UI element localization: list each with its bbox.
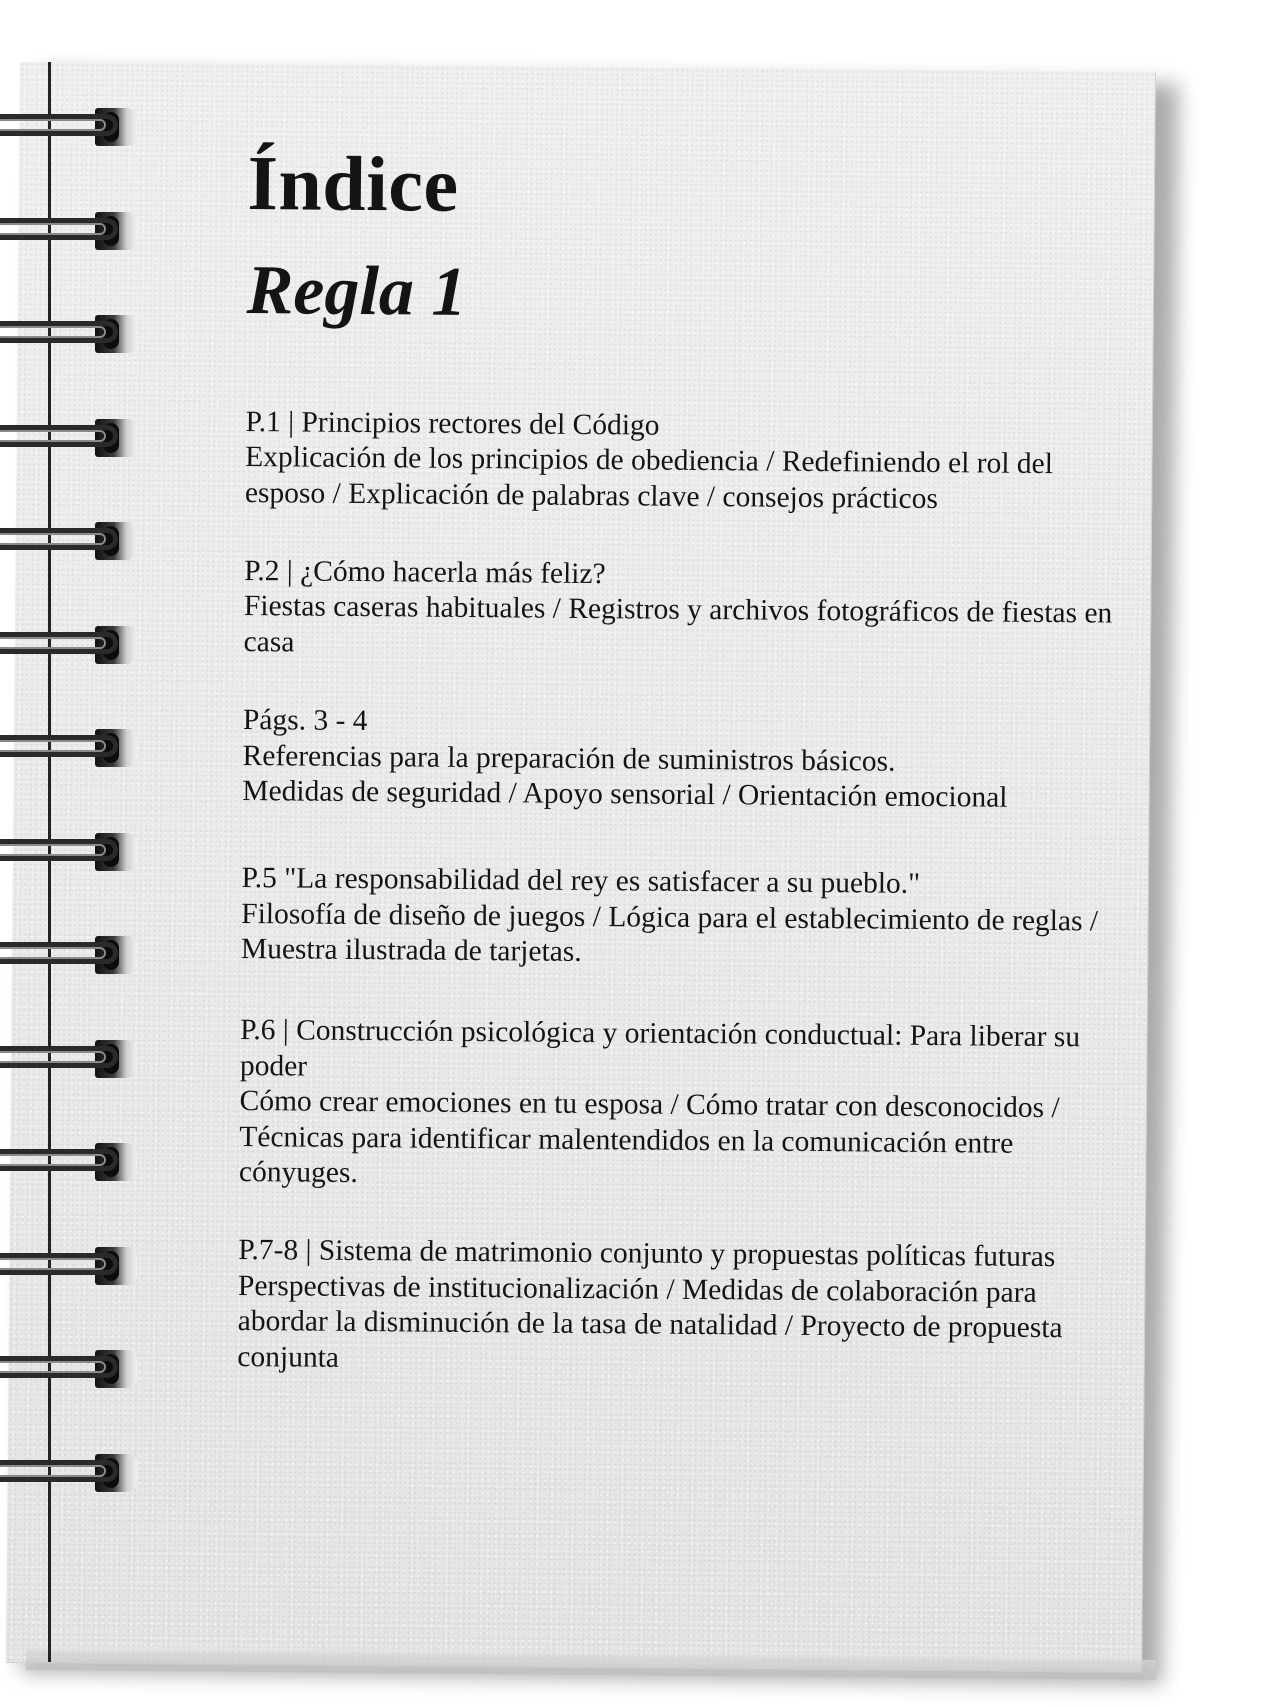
entry-description: Filosofía de diseño de juegos / Lógica para el establecimiento de reglas / Muestra ilustrada de tarjetas. — [240, 897, 1099, 969]
index-page-content — [237, 140, 1128, 1426]
entry-description: Medidas de seguridad / Apoyo sensorial / Orientación emocional — [242, 774, 1008, 814]
ring-wire-highlight — [0, 740, 106, 752]
entry-heading: P.6 | Construcción psicológica y orientación conductual: Para liberar su poder — [239, 1014, 1081, 1083]
spiral-ring — [0, 1340, 150, 1400]
spiral-ring — [0, 823, 150, 883]
entry-heading: P.1 | Principios rectores del Código — [245, 405, 660, 442]
spiral-ring — [0, 1444, 150, 1504]
spiral-ring — [0, 1030, 150, 1090]
entry-heading: P.5 "La responsabilidad del rey es satisfacer a su pueblo." — [241, 862, 921, 901]
ring-wire-highlight — [0, 326, 106, 338]
ring-wire-highlight — [0, 637, 106, 649]
ring-wire-highlight — [0, 119, 106, 131]
index-entry — [245, 405, 1126, 519]
spiral-ring — [0, 409, 150, 469]
spiral-ring — [0, 926, 150, 986]
ring-wire-highlight — [0, 1051, 106, 1063]
entry-heading: P.7-8 | Sistema de matrimonio conjunto y propuestas políticas futuras — [238, 1234, 1056, 1274]
spiral-ring — [0, 1237, 150, 1297]
spiral-ring — [0, 98, 150, 158]
entry-description: Cómo crear emociones en tu esposa / Cómo tratar con desconocidos / Técnicas para identificar malentendidos en la comunicación entre cónyuges. — [238, 1085, 1060, 1190]
entry-description: Perspectivas de institucionalización / Medidas de colaboración para abordar la disminución de la tasa de natalidad / Proyecto de propuesta conjunta — [237, 1269, 1063, 1374]
index-entry — [237, 1233, 1118, 1382]
index-entry — [242, 703, 1123, 817]
entry-description: Fiestas caseras habituales / Registros y archivos fotográficos de fiestas en casa — [243, 590, 1113, 659]
ring-wire-highlight — [0, 947, 106, 959]
ring-wire-highlight — [0, 1465, 106, 1477]
index-entry — [241, 861, 1122, 975]
ring-wire-highlight — [0, 533, 106, 545]
spiral-ring — [0, 305, 150, 365]
page-title: Índice — [247, 139, 460, 228]
ring-wire-highlight — [0, 1258, 106, 1270]
entry-heading: P.2 | ¿Cómo hacerla más feliz? — [244, 554, 606, 591]
ring-wire-highlight — [0, 844, 106, 856]
ring-wire-highlight — [0, 1361, 106, 1373]
spiral-ring — [0, 202, 150, 262]
index-entry — [243, 554, 1124, 668]
ring-wire-highlight — [0, 430, 106, 442]
ring-wire-highlight — [0, 1154, 106, 1166]
spiral-ring — [0, 719, 150, 779]
ring-wire-highlight — [0, 223, 106, 235]
entry-description: Referencias para la preparación de suministros básicos. — [242, 739, 896, 778]
entry-description: Explicación de los principios de obediencia / Redefiniendo el rol del esposo / Explicación de palabras clave / consejos prácticos — [244, 441, 1054, 515]
spiral-binding-icon — [0, 0, 150, 1707]
index-entry — [239, 1013, 1121, 1198]
section-subtitle: Regla 1 — [246, 251, 467, 331]
spiral-ring — [0, 1133, 150, 1193]
spiral-ring — [0, 616, 150, 676]
entry-heading: Págs. 3 - 4 — [242, 704, 368, 738]
index-entries — [237, 405, 1125, 1383]
spiral-ring — [0, 512, 150, 572]
